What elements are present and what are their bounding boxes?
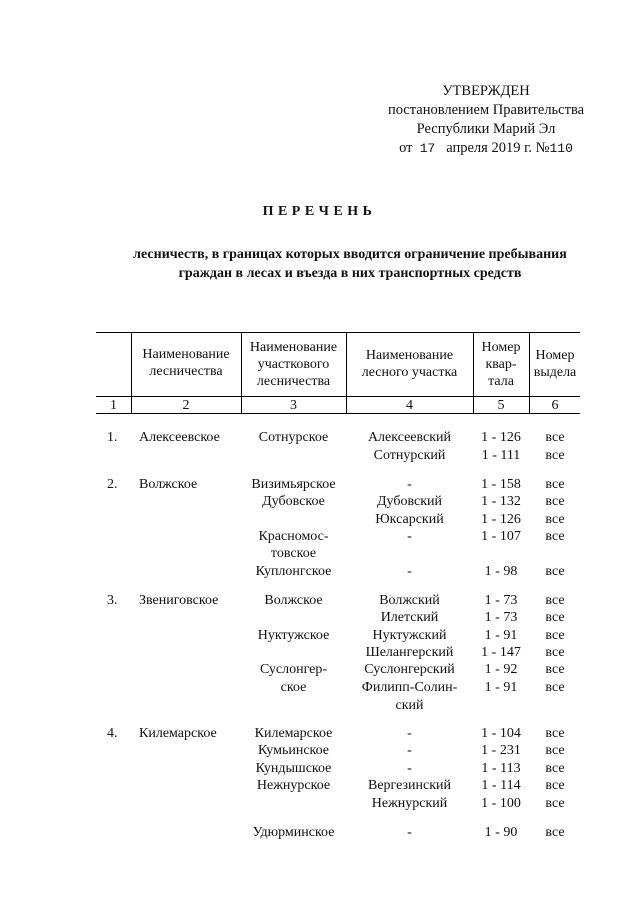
quarter-range: 1 - 132: [481, 494, 521, 509]
approval-line-republic: Республики Марий Эл: [416, 121, 556, 137]
district-name: Нуктужское: [257, 628, 330, 643]
document-title: ПЕРЕЧЕНЬ: [262, 204, 377, 219]
column-number: 5: [497, 398, 505, 413]
quarter-range: 1 - 92: [484, 662, 518, 677]
district-name: Визимьярское: [251, 477, 336, 492]
section-value: все: [545, 628, 565, 643]
subtitle-line-1: лесничеств, в границах которых вводится ограничение пребывания: [133, 247, 567, 262]
plot-name: -: [407, 477, 412, 492]
approval-line-decree: постановлением Правительства: [387, 102, 585, 118]
header-text: лесничества: [149, 364, 223, 379]
header-text: выдела: [533, 365, 577, 380]
column-number: 2: [182, 398, 190, 413]
quarter-range: 1 - 91: [484, 628, 518, 643]
plot-name-continued: ский: [395, 698, 424, 713]
section-value: все: [545, 796, 565, 811]
quarter-range: 1 - 113: [481, 761, 521, 776]
quarter-range: 1 - 126: [481, 512, 521, 527]
plot-name: Суслонгерский: [364, 662, 455, 677]
district-name: Красномос-: [258, 529, 329, 544]
quarter-range: 1 - 147: [481, 645, 521, 660]
document-subtitle: [60, 245, 639, 283]
plot-name: Вергезинский: [367, 778, 451, 793]
row-number: 3.: [107, 593, 118, 608]
district-name: Нежнурское: [256, 778, 331, 793]
quarter-range: 1 - 104: [481, 726, 521, 741]
quarter-range: 1 - 91: [484, 680, 518, 695]
section-value: все: [545, 778, 565, 793]
header-text: участкового: [257, 357, 330, 372]
quarter-range: 1 - 126: [481, 430, 521, 445]
forestry-name: Звениговское: [139, 593, 219, 608]
section-value: все: [545, 564, 565, 579]
header-bottom-border: [96, 413, 580, 414]
district-name: Суслонгер-: [259, 662, 328, 677]
column-number: 6: [551, 398, 559, 413]
plot-name: Дубовский: [376, 494, 443, 509]
section-value: все: [545, 743, 565, 758]
section-value: все: [545, 477, 565, 492]
header-text: тала: [488, 374, 514, 389]
section-value: все: [545, 726, 565, 741]
plot-name: Шелангерский: [365, 645, 454, 660]
quarter-range: 1 - 98: [484, 564, 518, 579]
row-number: 2.: [107, 477, 118, 492]
approval-date-line: [366, 139, 606, 158]
section-value: все: [545, 593, 565, 608]
decree-number: 110: [549, 141, 573, 156]
table-top-border: [96, 332, 580, 333]
quarter-range: 1 - 107: [481, 529, 521, 544]
plot-name: Волжский: [379, 593, 440, 608]
district-name: Удюрминское: [252, 825, 335, 840]
district-name: Куплонгское: [255, 564, 332, 579]
plot-name: -: [407, 743, 412, 758]
plot-name: -: [407, 564, 412, 579]
district-name: Дубовское: [262, 494, 325, 509]
forestry-name: Волжское: [139, 477, 198, 492]
header-forest-plot: [346, 347, 473, 381]
header-text: Наименование: [249, 340, 338, 355]
district-name: Сотнурское: [258, 430, 329, 445]
quarter-range: 1 - 73: [484, 593, 518, 608]
section-value: все: [545, 430, 565, 445]
district-name: Кумьинское: [257, 743, 330, 758]
header-forestry: [131, 346, 241, 380]
plot-name: Филипп-Солин-: [361, 680, 458, 695]
column-number: 3: [290, 398, 297, 413]
quarter-range: 1 - 158: [481, 477, 521, 492]
header-text: квар-: [485, 357, 517, 372]
header-district-forestry: [241, 339, 346, 390]
district-name-continued: ское: [280, 680, 307, 695]
header-text: лесного участка: [361, 365, 458, 380]
date-prefix: от: [399, 140, 413, 156]
plot-name: Нуктужский: [372, 628, 447, 643]
forestry-name: Алексеевское: [139, 430, 220, 445]
row-number: 4.: [107, 726, 118, 741]
quarter-range: 1 - 231: [481, 743, 521, 758]
section-value: все: [545, 680, 565, 695]
district-name-continued: товское: [270, 546, 317, 561]
plot-name: Юксарский: [375, 512, 444, 527]
section-value: все: [545, 448, 565, 463]
district-name: Кундышское: [255, 761, 332, 776]
quarter-range: 1 - 111: [481, 448, 521, 463]
column-number: 4: [406, 398, 413, 413]
section-value: все: [545, 645, 565, 660]
plot-name: Нежнурский: [371, 796, 448, 811]
header-text: лесничества: [256, 374, 331, 389]
section-value: все: [545, 825, 565, 840]
approval-title: УТВЕРЖДЕН: [442, 83, 530, 99]
plot-name: Сотнурский: [373, 448, 446, 463]
section-value: все: [545, 529, 565, 544]
date-day: 17: [419, 141, 436, 156]
date-month-year: апреля 2019 г. №: [446, 140, 550, 156]
plot-name: Алексеевский: [367, 430, 452, 445]
header-quarter-number: [473, 339, 529, 390]
section-value: все: [545, 512, 565, 527]
quarter-range: 1 - 114: [481, 778, 521, 793]
subtitle-line-2: граждан в лесах и въезда в них транспортных средств: [178, 266, 522, 281]
quarter-range: 1 - 100: [481, 796, 521, 811]
header-text: Наименование: [142, 347, 230, 362]
forestry-name: Килемарское: [139, 726, 217, 741]
quarter-range: 1 - 90: [484, 825, 518, 840]
section-value: все: [545, 610, 565, 625]
plot-name: -: [407, 726, 412, 741]
quarter-range: 1 - 73: [484, 610, 518, 625]
column-number: 1: [110, 398, 117, 413]
section-value: все: [545, 662, 565, 677]
approval-block: [366, 82, 606, 158]
plot-name: -: [407, 761, 412, 776]
plot-name: Илетский: [380, 610, 439, 625]
section-value: все: [545, 761, 565, 776]
row-number: 1.: [107, 430, 118, 445]
plot-name: -: [407, 529, 412, 544]
district-name: Килемарское: [254, 726, 333, 741]
district-name: Волжское: [264, 593, 323, 608]
header-text: Номер: [535, 348, 575, 363]
header-text: Наименование: [365, 348, 454, 363]
header-divider: [96, 396, 580, 397]
section-value: все: [545, 494, 565, 509]
plot-name: -: [407, 825, 412, 840]
header-section-number: [529, 347, 581, 381]
header-text: Номер: [481, 340, 521, 355]
